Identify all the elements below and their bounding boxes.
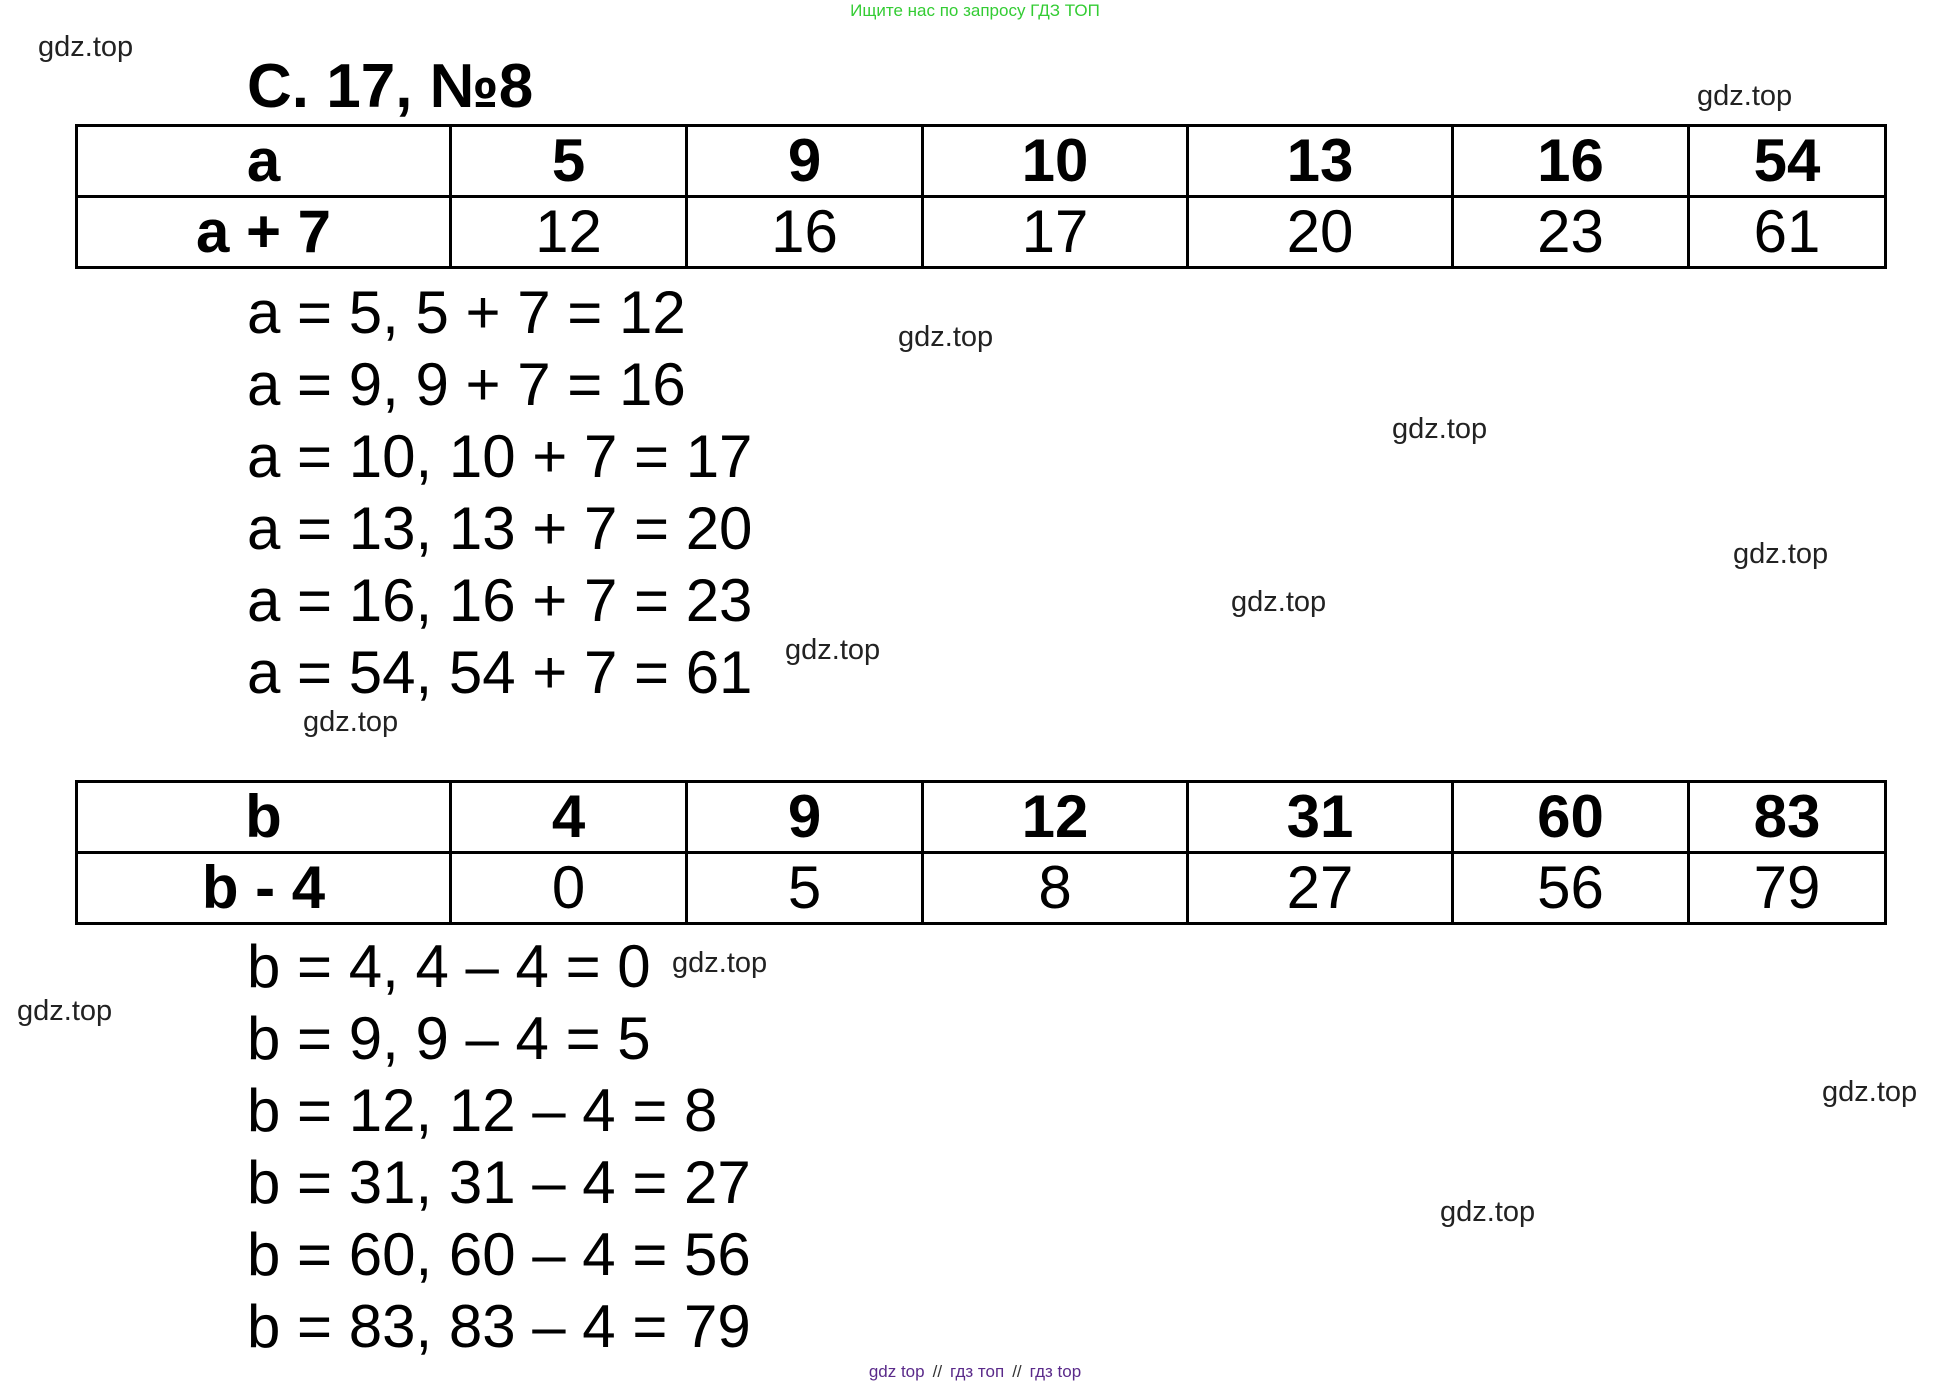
- table-a: [75, 124, 1887, 269]
- watermark: gdz.top: [672, 947, 768, 979]
- watermark: gdz.top: [1822, 1076, 1918, 1108]
- table-b: [75, 780, 1887, 925]
- watermark: gdz.top: [1733, 538, 1829, 570]
- table-b-result-row: [77, 853, 1886, 924]
- table-cell: a + 7: [77, 197, 451, 268]
- watermark: gdz.top: [898, 321, 994, 353]
- table-cell: 79: [1689, 853, 1886, 924]
- table-cell: 8: [923, 853, 1188, 924]
- table-cell: 16: [1453, 126, 1689, 197]
- watermark: gdz.top: [303, 706, 399, 738]
- watermark: gdz.top: [38, 31, 134, 63]
- search-banner: Ищите нас по запросу ГДЗ ТОП: [850, 1, 1100, 20]
- table-cell: 83: [1689, 782, 1886, 853]
- table-cell: 12: [451, 197, 687, 268]
- calculation-line: b = 12, 12 – 4 = 8: [247, 1077, 718, 1144]
- calculation-line: a = 54, 54 + 7 = 61: [247, 639, 753, 706]
- calculation-line: a = 10, 10 + 7 = 17: [247, 423, 753, 490]
- footer-link[interactable]: gdz top: [868, 1362, 925, 1381]
- table-cell: 12: [923, 782, 1188, 853]
- table-cell: 13: [1188, 126, 1453, 197]
- watermark: gdz.top: [1392, 413, 1488, 445]
- calculation-line: a = 5, 5 + 7 = 12: [247, 279, 686, 346]
- table-cell: 23: [1453, 197, 1689, 268]
- calculation-line: b = 60, 60 – 4 = 56: [247, 1221, 751, 1288]
- table-cell: 4: [451, 782, 687, 853]
- calculation-line: a = 9, 9 + 7 = 16: [247, 351, 686, 418]
- table-cell: 0: [451, 853, 687, 924]
- table-cell: 61: [1689, 197, 1886, 268]
- table-b-head-row: [77, 782, 1886, 853]
- table-cell: 9: [687, 126, 923, 197]
- table-cell: 27: [1188, 853, 1453, 924]
- watermark: gdz.top: [1440, 1196, 1536, 1228]
- watermark: gdz.top: [17, 995, 113, 1027]
- table-a-head-row: [77, 126, 1886, 197]
- page-title: С. 17, №8: [247, 52, 534, 121]
- table-cell: 31: [1188, 782, 1453, 853]
- calculations-b: [247, 931, 751, 1363]
- table-cell: b - 4: [77, 853, 451, 924]
- table-a-result-row: [77, 197, 1886, 268]
- calculation-line: b = 83, 83 – 4 = 79: [247, 1293, 751, 1360]
- table-cell: 17: [923, 197, 1188, 268]
- calculations-a: [247, 277, 752, 709]
- calculation-line: a = 13, 13 + 7 = 20: [247, 495, 753, 562]
- footer-separator: //: [1012, 1362, 1022, 1381]
- footer-link[interactable]: гдз top: [1029, 1362, 1082, 1381]
- footer-link[interactable]: гдз топ: [950, 1362, 1005, 1381]
- calculation-line: b = 9, 9 – 4 = 5: [247, 1005, 651, 1072]
- table-cell: 54: [1689, 126, 1886, 197]
- watermark: gdz.top: [785, 634, 881, 666]
- table-cell: b: [77, 782, 451, 853]
- table-cell: 56: [1453, 853, 1689, 924]
- watermark: gdz.top: [1231, 586, 1327, 618]
- table-cell: 9: [687, 782, 923, 853]
- table-cell: 20: [1188, 197, 1453, 268]
- table-cell: a: [77, 126, 451, 197]
- footer-separator: //: [932, 1362, 943, 1381]
- watermark: gdz.top: [1697, 80, 1793, 112]
- table-cell: 5: [687, 853, 923, 924]
- footer-links: [0, 1361, 1950, 1383]
- table-cell: 16: [687, 197, 923, 268]
- calculation-line: a = 16, 16 + 7 = 23: [247, 567, 753, 634]
- calculation-line: b = 4, 4 – 4 = 0: [247, 933, 651, 1000]
- calculation-line: b = 31, 31 – 4 = 27: [247, 1149, 751, 1216]
- table-cell: 60: [1453, 782, 1689, 853]
- table-cell: 10: [923, 126, 1188, 197]
- table-cell: 5: [451, 126, 687, 197]
